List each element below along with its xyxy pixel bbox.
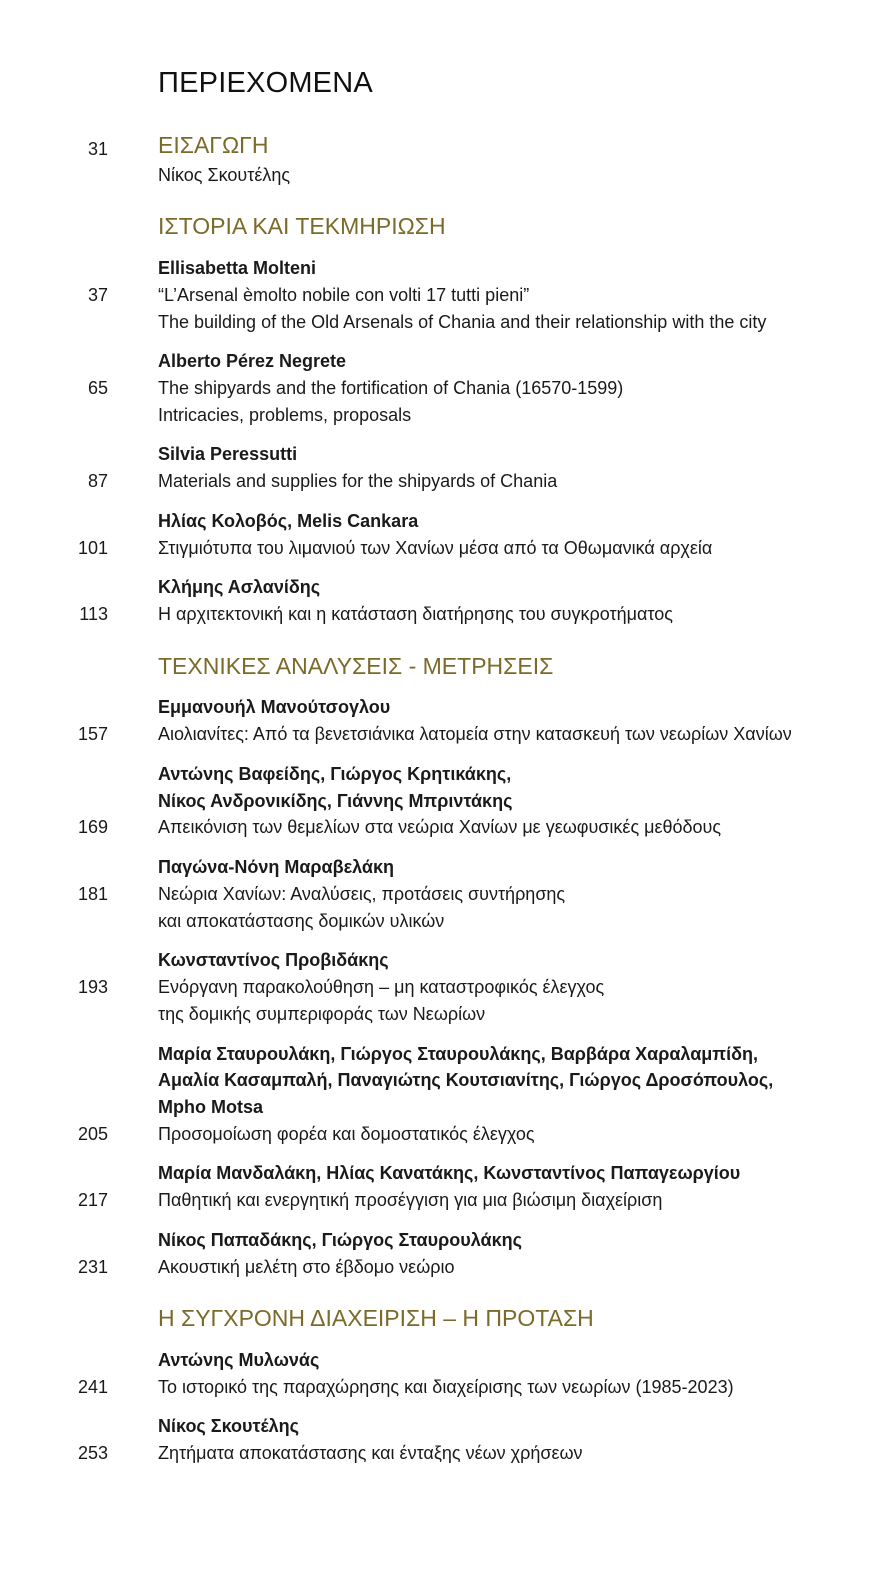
entry-line: The shipyards and the fortification of Chania (16570-1599) [158,378,624,398]
page-number: 113 [79,604,108,624]
entry-line: Παθητική και ενεργητική προσέγγιση για μια βιώσιμη διαχείριση [158,1190,663,1210]
section-heading: ΤΕΧΝΙΚΕΣ ΑΝΑΛΥΣΕΙΣ - ΜΕΤΡΗΣΕΙΣ [158,653,554,679]
entry-author: Κλήμης Ασλανίδης [158,577,321,597]
entry-line: και αποκατάστασης δομικών υλικών [158,911,445,931]
entry-line: της δομικής συμπεριφοράς των Νεωρίων [158,1004,486,1024]
page-number: 101 [77,538,108,558]
entry-author: Παγώνα-Νόνη Μαραβελάκη [158,857,395,877]
page-number: 205 [77,1124,108,1144]
entry-author: Αντώνης Βαφείδης, Γιώργος Κρητικάκης, [158,764,512,784]
entry-line: The building of the Old Arsenals of Chania and their relationship with the city [158,312,767,332]
page-title: ΠΕΡΙΕΧΟΜΕΝΑ [158,67,373,99]
entry-author: Alberto Pérez Negrete [158,351,347,371]
entry-line: “L’Arsenal èmolto nobile con volti 17 tutti pieni” [158,285,530,305]
entry-author: Αντώνης Μυλωνάς [158,1350,320,1370]
page-number: 231 [77,1257,108,1277]
page-number: 157 [77,724,108,744]
entry-line: Ζητήματα αποκατάστασης και ένταξης νέων χρήσεων [158,1443,583,1463]
entry-author: Μαρία Μανδαλάκη, Ηλίας Κανατάκης, Κωνσταντίνος Παπαγεωργίου [158,1163,741,1183]
page-number: 31 [87,139,108,159]
entry-author: Αμαλία Κασαμπαλή, Παναγιώτης Κουτσιανίτης, Γιώργος Δροσόπουλος, [158,1070,774,1090]
entry-author: Μαρία Σταυρουλάκη, Γιώργος Σταυρουλάκης, Βαρβάρα Χαραλαμπίδη, [158,1044,758,1064]
entry-line: Νεώρια Χανίων: Αναλύσεις, προτάσεις συντήρησης [158,884,566,904]
entry-author: Κωνσταντίνος Προβιδάκης [158,950,389,970]
page-number: 241 [77,1377,108,1397]
entry-line: Το ιστορικό της παραχώρησης και διαχείρισης των νεωρίων (1985-2023) [158,1377,734,1397]
entry-author: Εμμανουήλ Μανούτσογλου [158,697,391,717]
entry-line: Ενόργανη παρακολούθηση – μη καταστροφικός έλεγχος [158,977,605,997]
entry-line: Ακουστική μελέτη στο έβδομο νεώριο [158,1257,455,1277]
page-number: 37 [87,285,108,305]
entry-line: Αιολιανίτες: Από τα βενετσιάνικα λατομεία στην κατασκευή των νεωρίων Χανίων [158,724,792,744]
entry-author: Νίκος Παπαδάκης, Γιώργος Σταυρουλάκης [158,1230,522,1250]
section-heading: ΕΙΣΑΓΩΓΗ [158,132,269,158]
entry-line: Νίκος Σκουτέλης [158,165,291,185]
section-heading: Η ΣΥΓΧΡΟΝΗ ΔΙΑΧΕΙΡΙΣΗ – Η ΠΡΟΤΑΣΗ [158,1305,594,1331]
page-number: 193 [77,977,108,997]
page-number: 87 [87,471,108,491]
entry-author: Ηλίας Κολοβός, Melis Cankara [158,511,419,531]
entry-line: Intricacies, problems, proposals [158,405,412,425]
entry-author: Silvia Peressutti [158,444,298,464]
entry-line: Στιγμιότυπα του λιμανιού των Χανίων μέσα από τα Οθωμανικά αρχεία [158,538,713,558]
entry-author: Mpho Motsa [158,1097,263,1117]
entry-line: Materials and supplies for the shipyards of Chania [158,471,558,491]
entry-line: Η αρχιτεκτονική και η κατάσταση διατήρησης του συγκροτήματος [158,604,673,624]
entry-line: Προσομοίωση φορέα και δομοστατικός έλεγχος [158,1124,535,1144]
entry-author: Ellisabetta Molteni [158,258,317,278]
page-number: 253 [77,1443,108,1463]
entry-line: Απεικόνιση των θεμελίων στα νεώρια Χανίων με γεωφυσικές μεθόδους [158,817,722,837]
page-number: 169 [77,817,108,837]
page-number: 65 [87,378,108,398]
entry-author: Νίκος Ανδρονικίδης, Γιάννης Μπριντάκης [158,791,513,811]
page-number: 217 [77,1190,108,1210]
page-number: 181 [77,884,108,904]
section-heading: ΙΣΤΟΡΙΑ ΚΑΙ ΤΕΚΜΗΡΙΩΣΗ [158,213,446,239]
entry-author: Νίκος Σκουτέλης [158,1416,300,1436]
